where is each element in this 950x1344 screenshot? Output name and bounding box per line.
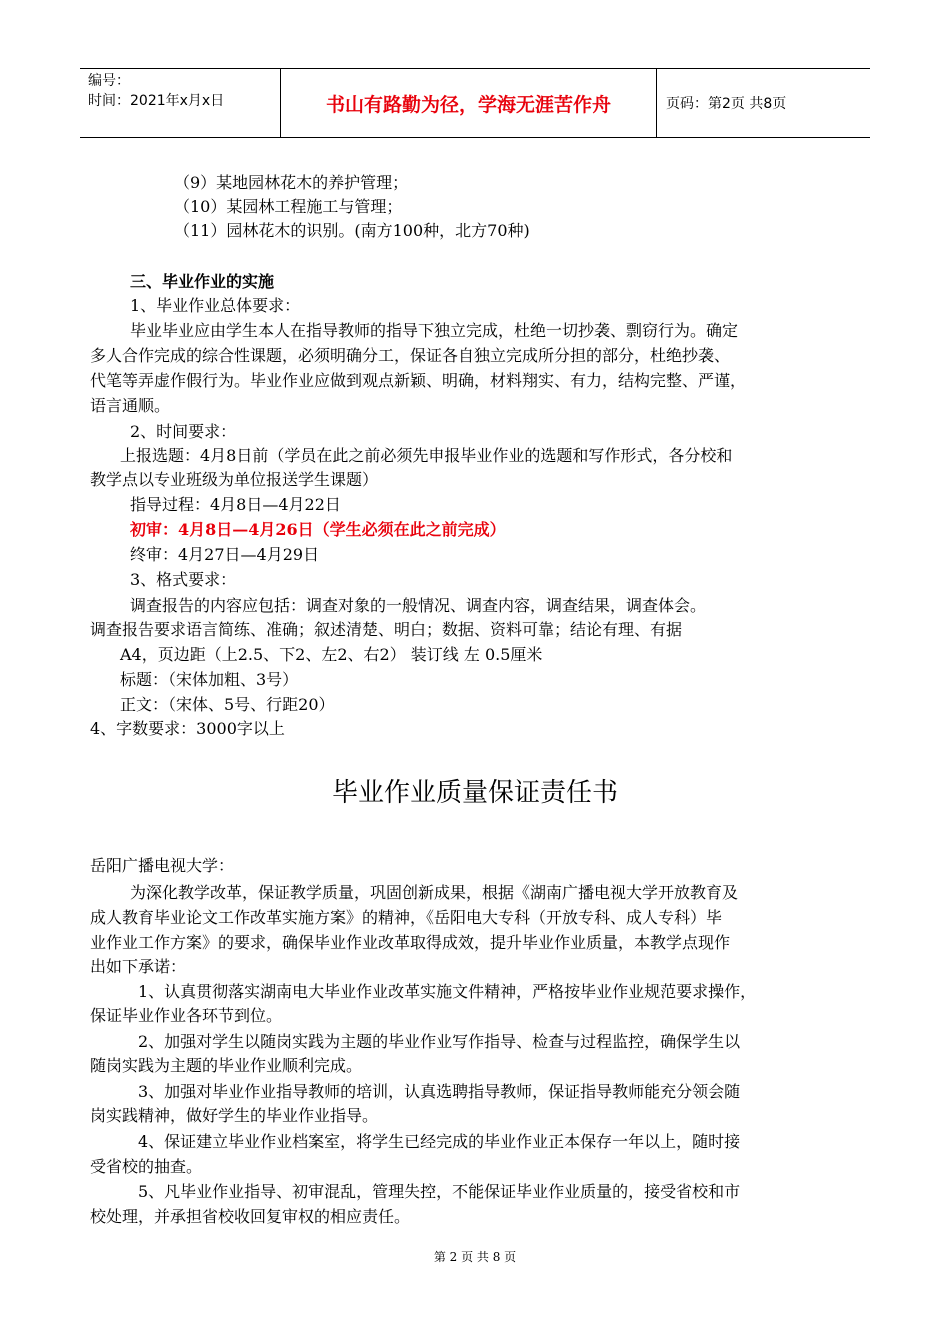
number-label: 编号： <box>88 73 130 89</box>
text-line: 受省校的抽查。 <box>90 1157 203 1176</box>
header-motto: 书山有路勤为径，学海无涯苦作舟 <box>280 69 657 137</box>
text-line: 岗实践精神，做好学生的毕业作业指导。 <box>90 1106 379 1125</box>
text-line: 毕业毕业应由学生本人在指导教师的指导下独立完成，杜绝一切抄袭、剽窃行为。确定 <box>130 321 739 340</box>
text-line: 1、毕业作业总体要求： <box>130 296 301 315</box>
text-line: 成人教育毕业论文工作改革实施方案》的精神，《岳阳电大专科（开放专科、成人专科）毕 <box>90 908 723 927</box>
text-line: 3、加强对毕业作业指导教师的培训，认真选聘指导教师，保证指导教师能充分领会随 <box>138 1082 741 1101</box>
text-line: 终审：4月27日—4月29日 <box>130 545 320 564</box>
text-line: 3、格式要求： <box>130 570 237 589</box>
text-line: 4、字数要求：3000字以上 <box>90 719 285 738</box>
text-line: 代笔等弄虚作假行为。毕业作业应做到观点新颖、明确，材料翔实、有力，结构完整、严谨， <box>90 371 747 390</box>
text-line: 1、认真贯彻落实湖南电大毕业作业改革实施文件精神，严格按毕业作业规范要求操作， <box>138 982 757 1001</box>
text-line: 2、加强对学生以随岗实践为主题的毕业作业写作指导、检查与过程监控，确保学生以 <box>138 1032 741 1051</box>
page-header <box>80 68 870 138</box>
text-line: 为深化教学改革，保证教学质量，巩固创新成果，根据《湖南广播电视大学开放教育及 <box>130 883 739 902</box>
text-line: 调查报告要求语言简练、准确；叙述清楚、明白；数据、资料可靠；结论有理、有据 <box>90 620 683 639</box>
text-line: 业作业工作方案》的要求，确保毕业作业改革取得成效，提升毕业作业质量，本教学点现作 <box>90 933 731 952</box>
text-line: 随岗实践为主题的毕业作业顺利完成。 <box>90 1056 363 1075</box>
text-line: 教学点以专业班级为单位报送学生课题） <box>90 470 379 489</box>
text-line: 出如下承诺： <box>90 957 187 976</box>
text-line: （9）某地园林花木的养护管理； <box>174 173 409 192</box>
text-line: 岳阳广播电视大学： <box>90 856 235 875</box>
section-heading: 三、毕业作业的实施 <box>130 272 275 291</box>
page-footer: 第 2 页 共 8 页 <box>433 1250 517 1264</box>
header-page-label: 页码：第2页 共8页 <box>666 96 787 112</box>
highlight-line: 初审：4月8日—4月26日（学生必须在此之前完成） <box>130 520 506 539</box>
text-line: 语言通顺。 <box>90 396 171 415</box>
text-line: A4，页边距（上2.5、下2、左2、右2） 装订线 左 0.5厘米 <box>120 645 543 664</box>
text-line: 指导过程：4月8日—4月22日 <box>130 495 341 514</box>
text-line: 多人合作完成的综合性课题，必须明确分工，保证各自独立完成所分担的部分，杜绝抄袭、 <box>90 346 731 365</box>
text-line: 4、保证建立毕业作业档案室，将学生已经完成的毕业作业正本保存一年以上，随时接 <box>138 1132 741 1151</box>
text-line: （10）某园林工程施工与管理； <box>174 197 403 216</box>
text-line: 2、时间要求： <box>130 422 237 441</box>
text-line: 校处理，并承担省校收回复审权的相应责任。 <box>90 1207 411 1226</box>
document-title: 毕业作业质量保证责任书 <box>331 778 618 808</box>
text-line: 上报选题：4月8日前（学员在此之前必须先申报毕业作业的选题和写作形式，各分校和 <box>120 446 733 465</box>
text-line: 5、凡毕业作业指导、初审混乱，管理失控，不能保证毕业作业质量的，接受省校和市 <box>138 1182 741 1201</box>
header-left-cell <box>80 69 280 137</box>
time-label: 时间：2021年x月x日 <box>88 93 225 109</box>
text-line: 标题：（宋体加粗、3号） <box>120 670 299 689</box>
text-line: 正文：（宋体、5号、行距20） <box>120 695 335 714</box>
text-line: （11）园林花木的识别。(南方100种，北方70种) <box>174 221 530 240</box>
text-line: 调查报告的内容应包括：调查对象的一般情况、调查内容，调查结果，调查体会。 <box>130 596 707 615</box>
text-line: 保证毕业作业各环节到位。 <box>90 1006 283 1025</box>
